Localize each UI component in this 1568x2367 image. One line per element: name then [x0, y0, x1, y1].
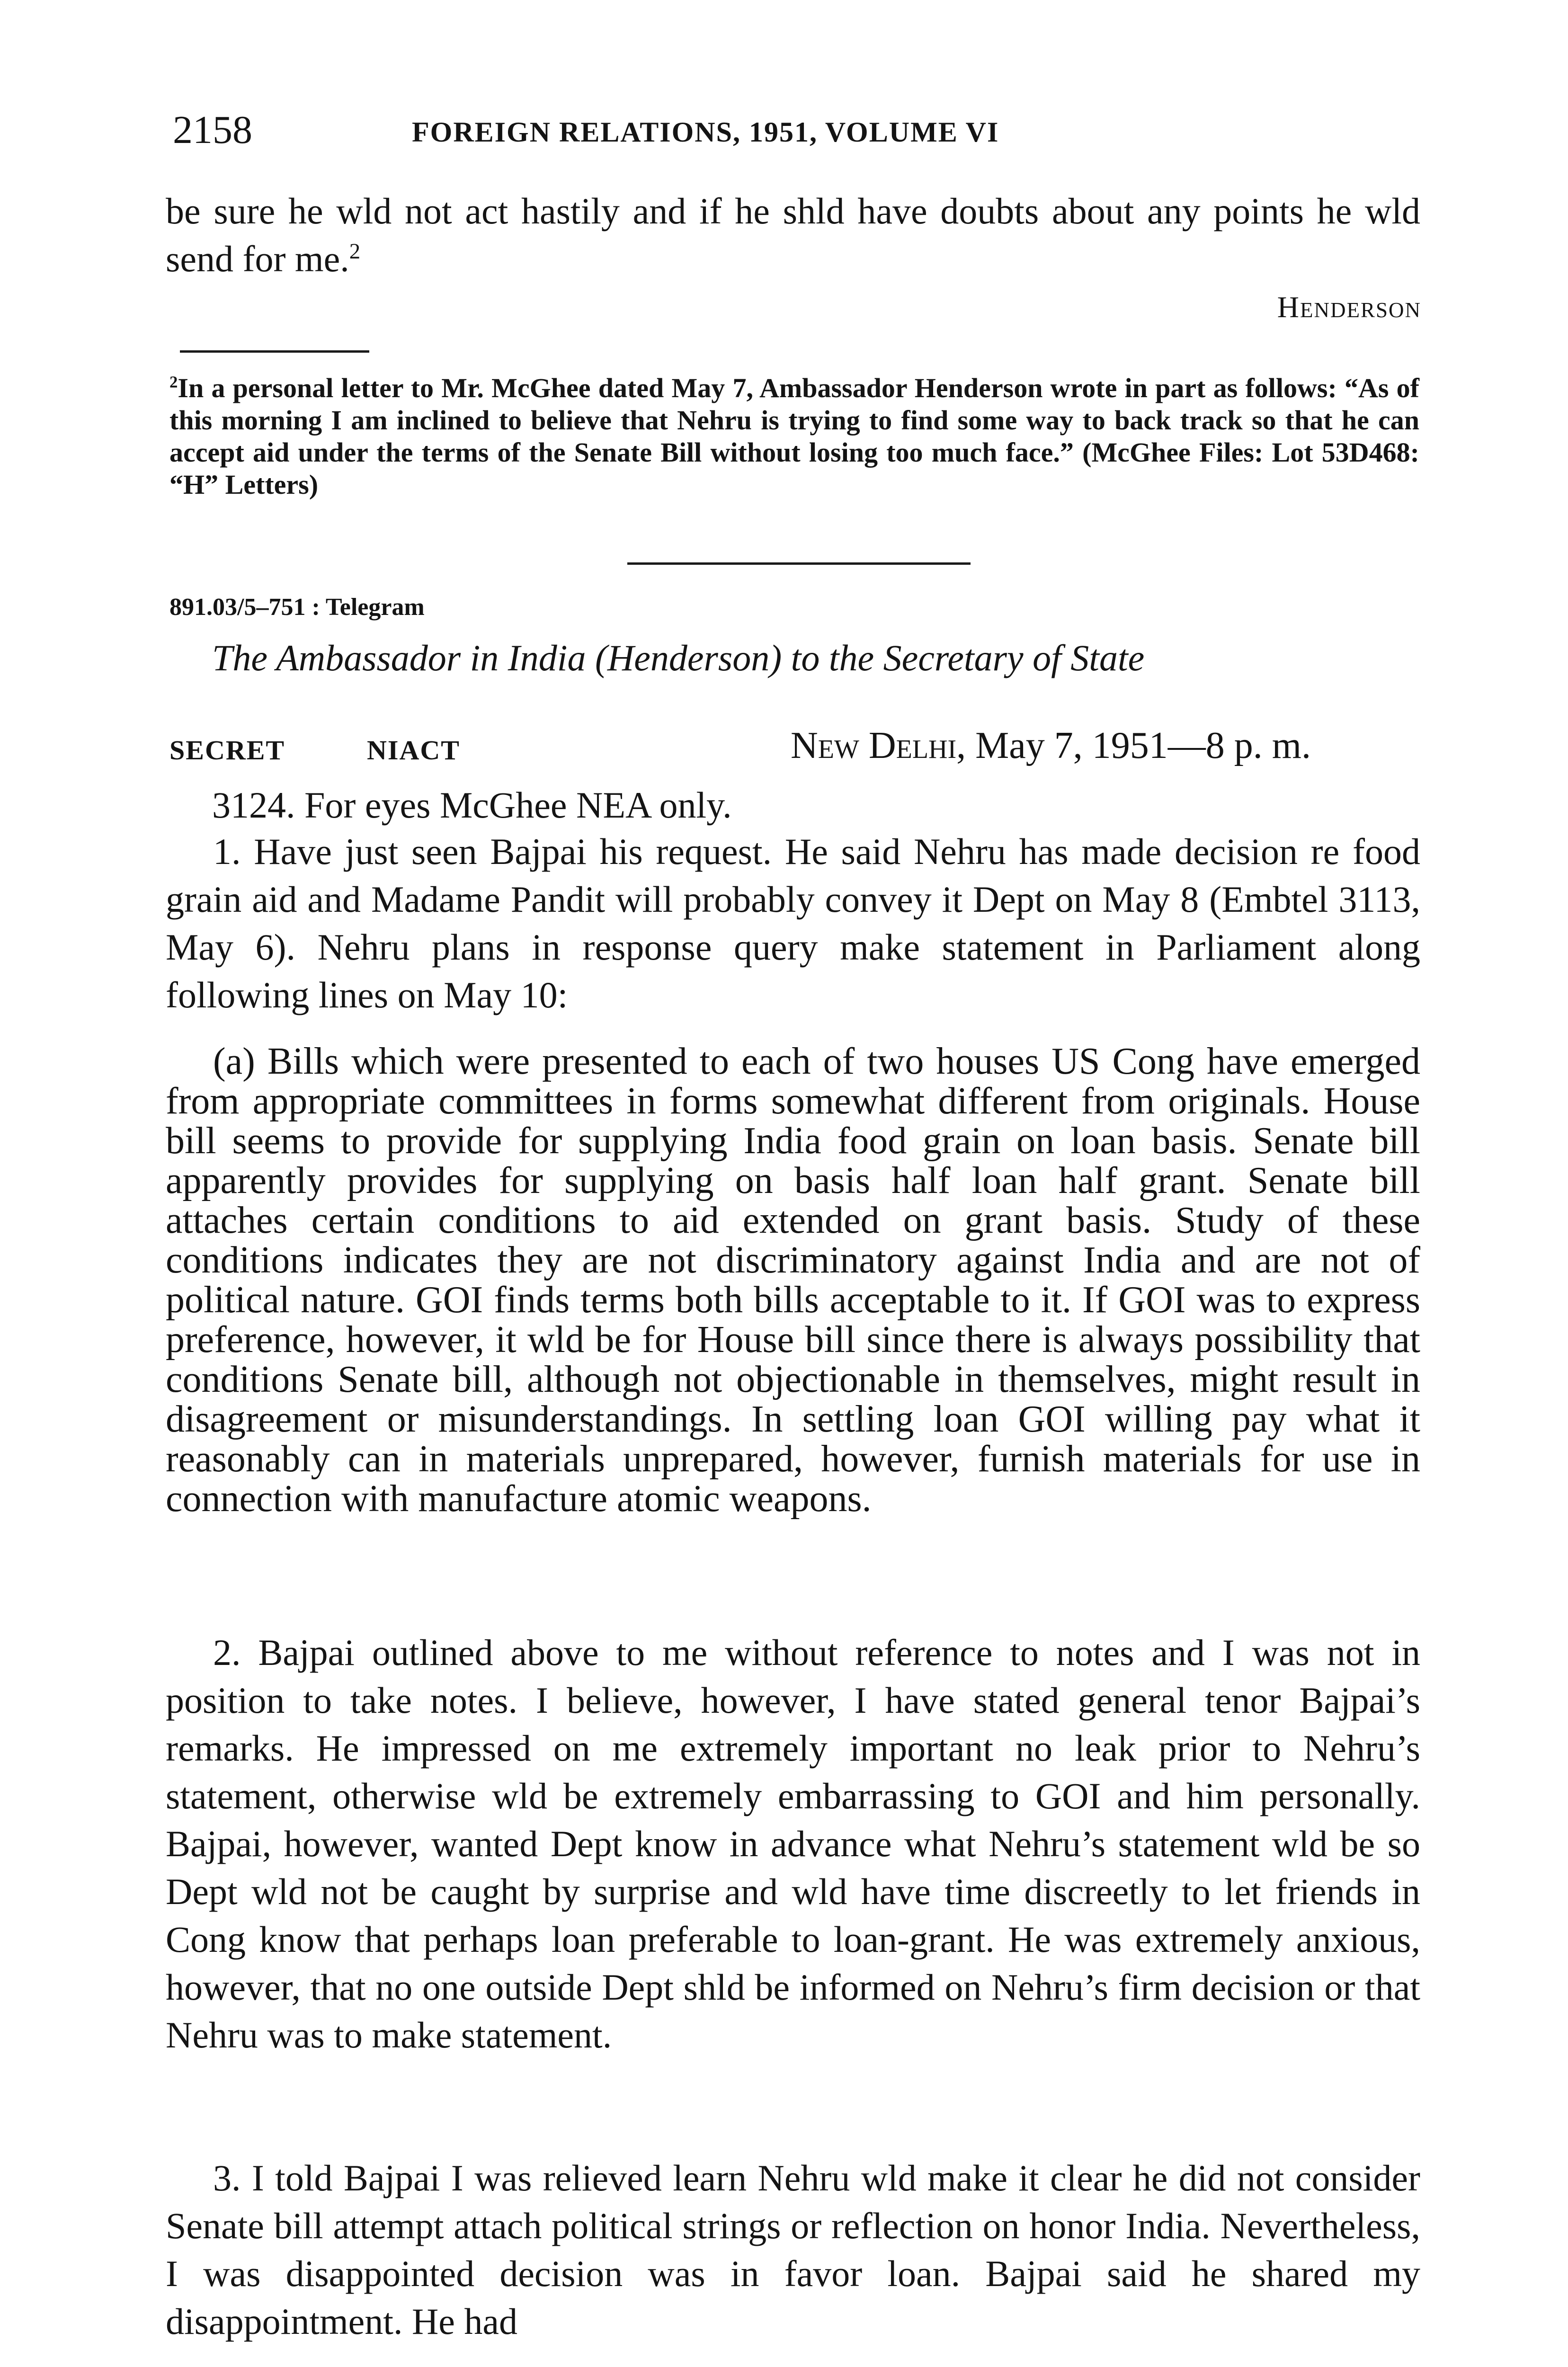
document-file-reference: 891.03/5–751 : Telegram	[169, 594, 425, 621]
footnote	[169, 372, 1419, 501]
place-date-line	[791, 720, 1311, 772]
document-title: The Ambassador in India (Henderson) to the Secretary of State	[212, 637, 1145, 678]
footnote-text: In a personal letter to Mr. McGhee dated May 7, Ambassador Henderson wrote in part as follows: “As of this morning I am inclined to believe that Nehru is trying to find some way to back track so that he can accept aid under the terms of the Senate Bill without losing too much face.” (McGhee Files: Lot 53D468: “H” Letters)	[169, 373, 1419, 500]
opening-line: 3124. For eyes McGhee NEA only.	[212, 784, 732, 826]
continuation-paragraph	[166, 187, 1420, 283]
page-header	[173, 104, 1423, 156]
running-head: FOREIGN RELATIONS, 1951, VOLUME VI	[412, 116, 999, 148]
paragraph-1: 1. Have just seen Bajpai his request. He said Nehru has made decision re food grain aid and Madame Pandit will probably convey it Dept on May 8 (Embtel 3113, May 6). Nehru plans in response query make statement in Parliament along following lines on May 10:	[166, 831, 1420, 1015]
footnote-rule	[180, 350, 369, 353]
page-number: 2158	[173, 108, 252, 152]
continuation-text: be sure he wld not act hastily and if he shld have doubts about any points he wld send for me.	[166, 190, 1420, 279]
place: New Delhi,	[791, 725, 966, 766]
footnote-marker: 2	[169, 373, 178, 392]
classification-label: SECRET	[169, 735, 285, 765]
precedence-label: NIACT	[367, 735, 460, 765]
footnote-reference: 2	[349, 239, 361, 264]
date: May 7, 1951—8 p. m.	[975, 725, 1311, 766]
paragraph-3: 3. I told Bajpai I was relieved learn Nehru wld make it clear he did not consider Senate bill attempt attach political strings or reflection on honor India. Nevertheless, I was disappointed decision was in favor loan. Bajpai said he shared my disappointment. He had	[166, 2157, 1420, 2342]
signature: Henderson	[1277, 290, 1421, 324]
section-separator	[627, 562, 971, 565]
paragraph-2: 2. Bajpai outlined above to me without reference to notes and I was not in position to take notes. I believe, however, I have stated general tenor Bajpai’s remarks. He impressed on me extremely important no leak prior to Nehru’s statement, otherwise wld be extremely embarrassing to GOI and him personally. Bajpai, however, wanted Dept know in advance what Nehru’s statement wld be so Dept wld not be caught by surprise and wld have time discreetly to let friends in Cong know that perhaps loan preferable to loan-grant. He was extremely anxious, however, that no one outside Dept shld be informed on Nehru’s firm decision or that Nehru was to make statement.	[166, 1632, 1420, 2056]
paragraph-a: (a) Bills which were presented to each of two houses US Cong have emerged from appropriate committees in forms somewhat different from originals. House bill seems to provide for supplying India food grain on loan basis. Senate bill apparently provides for supplying on basis half loan half grant. Senate bill attaches certain conditions to aid extended on grant basis. Study of these conditions indicates they are not discriminatory against India and are not of political nature. GOI finds terms both bills acceptable to it. If GOI was to express preference, however, it wld be for House bill since there is always possibility that conditions Senate bill, although not objectionable in themselves, might result in disagreement or misunderstandings. In settling loan GOI willing pay what it reasonably can in materials unprepared, however, furnish materials for use in connection with manufacture atomic weapons.	[166, 1041, 1420, 1520]
